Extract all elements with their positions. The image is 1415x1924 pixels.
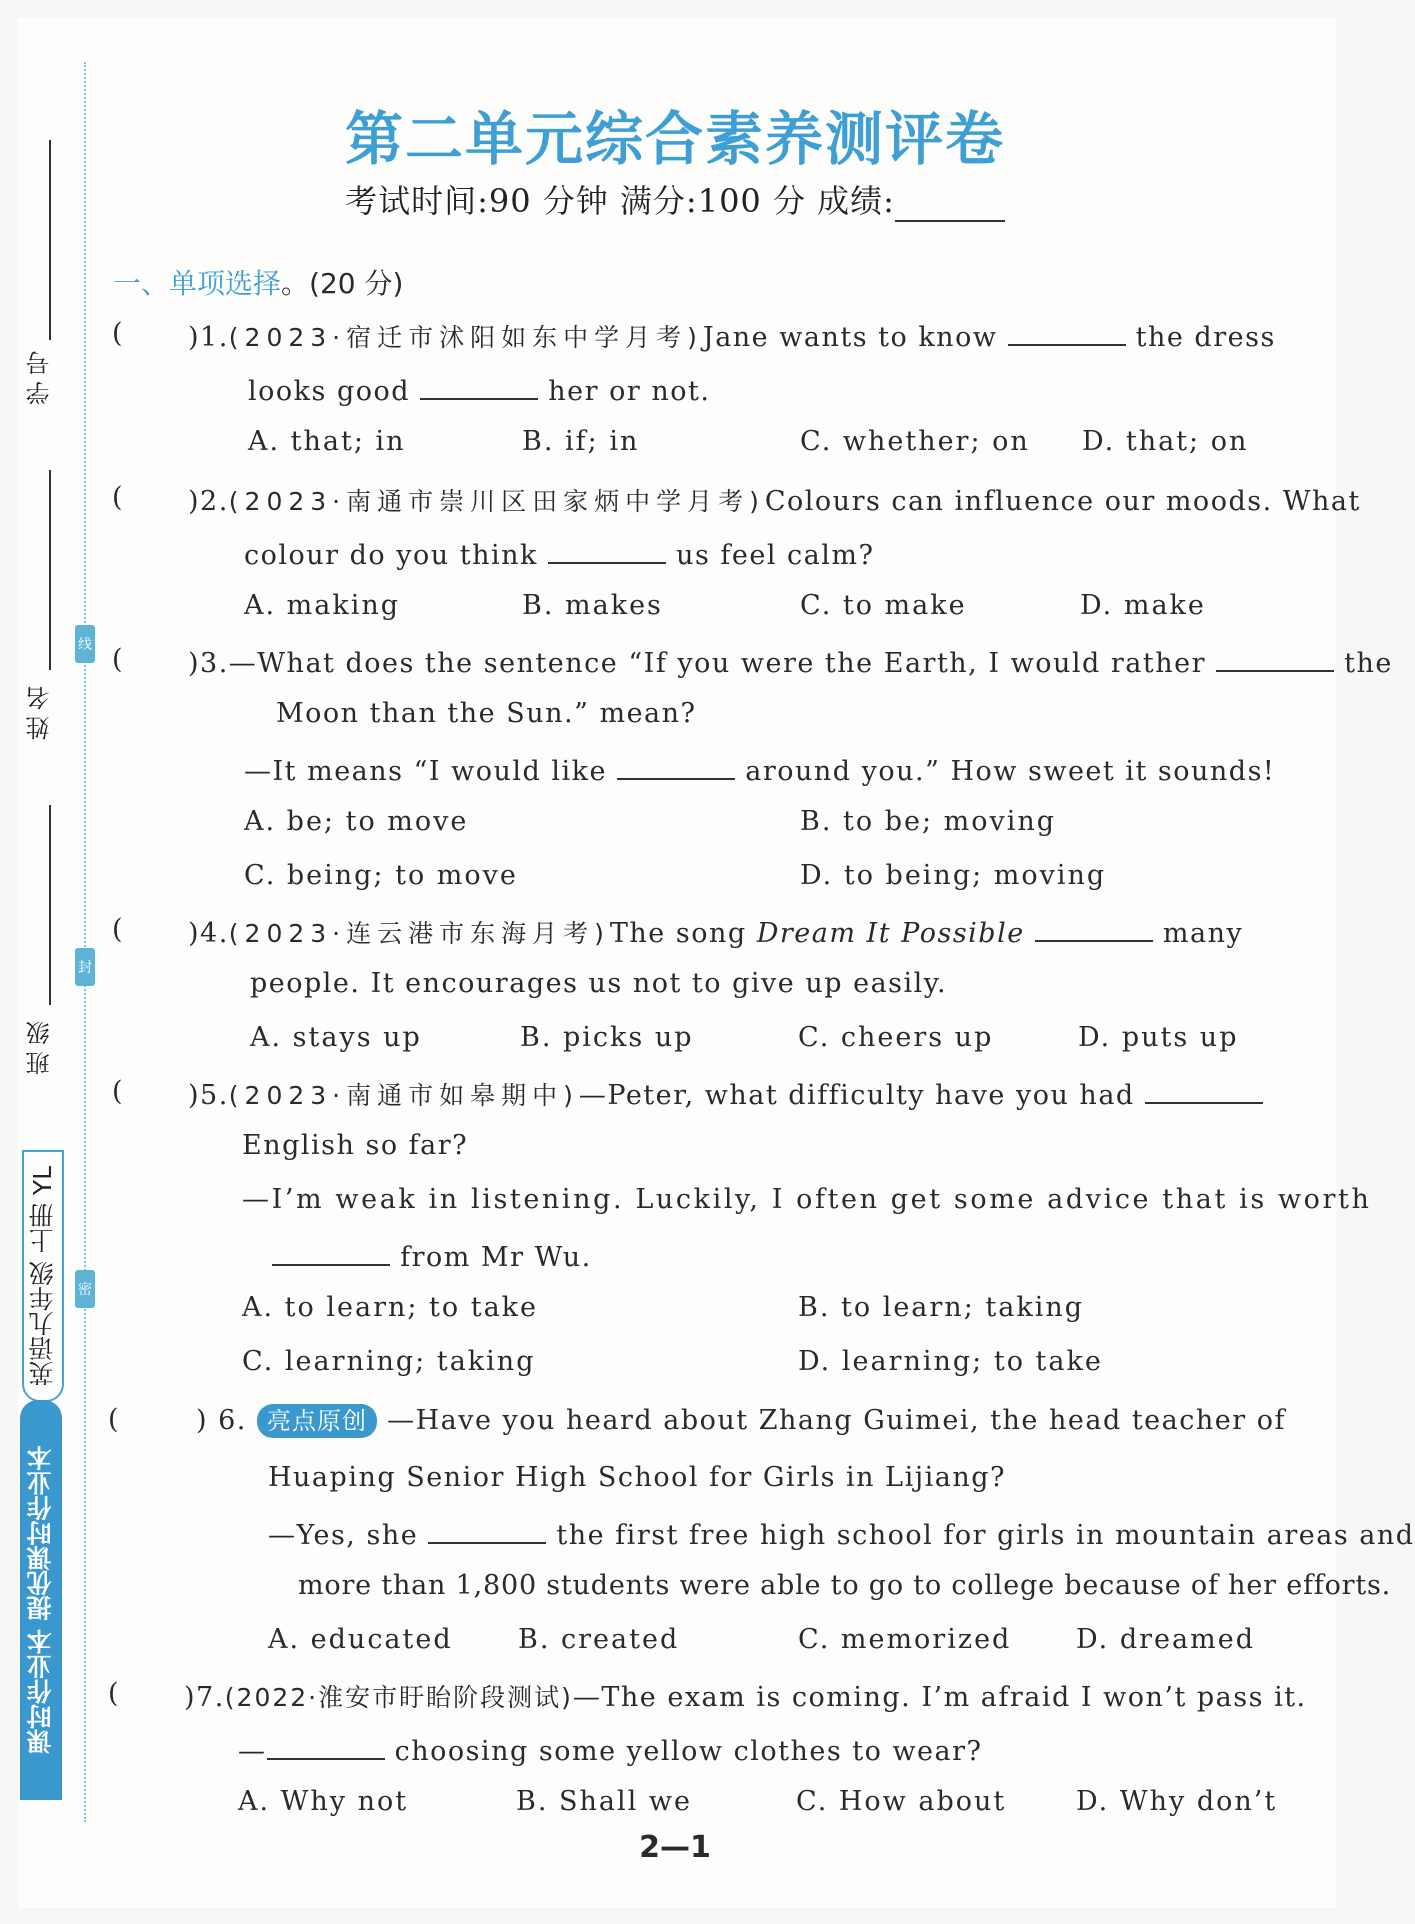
option-d: D. to being; moving	[800, 860, 1107, 891]
question-text: —It means “I would like	[244, 756, 608, 787]
answer-blank	[272, 1238, 390, 1266]
option-c: C. to make	[800, 590, 967, 621]
question-text: the first free high school for girls in mountain areas and	[556, 1520, 1415, 1551]
brand-banner: 课时作业本 提优课时作业本	[20, 1400, 62, 1800]
page-number: 2—1	[639, 1830, 711, 1865]
section-title: 单项选择	[169, 267, 282, 300]
option-b: B. Shall we	[516, 1786, 692, 1817]
question-source: (2023·南通市崇川区田家炳中学月考)	[228, 487, 765, 516]
option-d: D. make	[1080, 590, 1206, 621]
option-b: B. makes	[522, 590, 663, 621]
question-text: colour do you think	[244, 540, 538, 571]
option-c: C. whether; on	[800, 426, 1030, 457]
question-number: )7.	[184, 1682, 225, 1713]
exam-info	[0, 176, 1350, 222]
answer-paren: (	[112, 318, 123, 349]
question-6-line-3	[268, 1516, 1415, 1551]
answer-paren: (	[108, 1404, 119, 1435]
dotted-cut-line	[84, 62, 86, 1822]
option-b: B. to be; moving	[800, 806, 1057, 837]
answer-blank	[1145, 1076, 1263, 1104]
question-text: from Mr Wu.	[400, 1242, 592, 1273]
option-a: A. educated	[268, 1624, 453, 1655]
question-source: (2023·宿迁市沭阳如东中学月考)	[228, 323, 703, 352]
question-3-line-3	[244, 752, 1275, 787]
question-text: the	[1344, 648, 1393, 679]
option-a: A. making	[244, 590, 401, 621]
question-text: —What does the sentence “If you were the Earth, I would rather	[228, 648, 1206, 679]
question-number: )4.	[188, 918, 229, 949]
question-2-line-2	[244, 536, 875, 571]
question-text: the dress	[1135, 322, 1276, 353]
section-heading	[113, 262, 403, 302]
question-text: —The exam is coming. I’m afraid I won’t pass it.	[572, 1682, 1307, 1713]
option-d: D. dreamed	[1076, 1624, 1255, 1655]
answer-blank	[617, 752, 735, 780]
question-text: —	[238, 1736, 267, 1767]
question-1-line-1	[188, 318, 1276, 354]
question-text: choosing some yellow clothes to wear?	[394, 1736, 983, 1767]
question-3-line-1	[188, 644, 1393, 679]
question-text: us feel calm?	[676, 540, 875, 571]
option-b: B. picks up	[520, 1022, 694, 1053]
answer-paren: (	[112, 644, 123, 675]
question-7-line-2	[238, 1732, 983, 1767]
name-label: 姓名	[26, 680, 54, 740]
question-text: many	[1162, 918, 1244, 949]
answer-blank	[1008, 318, 1126, 346]
question-number: ) 6.	[196, 1405, 247, 1436]
option-d: D. that; on	[1082, 426, 1249, 457]
song-title: Dream It Possible	[756, 918, 1025, 949]
answer-blank	[548, 536, 666, 564]
option-c: C. learning; taking	[242, 1346, 536, 1377]
option-a: A. that; in	[248, 426, 406, 457]
question-source: (2022·淮安市盱眙阶段测试)	[224, 1683, 573, 1712]
option-c: C. How about	[796, 1786, 1007, 1817]
option-a: A. to learn; to take	[242, 1292, 539, 1323]
question-2-line-1	[188, 482, 1361, 518]
question-3-line-2: Moon than the Sun.” mean?	[276, 698, 697, 729]
answer-blank	[428, 1516, 546, 1544]
question-5-line-1	[188, 1076, 1263, 1112]
question-text: —Yes, she	[268, 1520, 419, 1551]
question-6-line-4: more than 1,800 students were able to go to college because of her efforts.	[298, 1570, 1392, 1601]
original-badge: 亮点原创	[257, 1404, 377, 1438]
section-score: 。(20 分)	[281, 267, 404, 300]
option-a: A. stays up	[250, 1022, 422, 1053]
option-d: D. puts up	[1078, 1022, 1239, 1053]
exam-title: 第二单元综合素养测评卷	[344, 105, 1005, 173]
option-b: B. to learn; taking	[798, 1292, 1084, 1323]
option-d: D. Why don’t	[1076, 1786, 1278, 1817]
question-number: )2.	[188, 486, 229, 517]
answer-blank	[1035, 914, 1153, 942]
question-6-line-1	[196, 1404, 1286, 1438]
question-number: )1.	[188, 322, 229, 353]
question-number: )3.	[188, 648, 229, 679]
question-text: around you.” How sweet it sounds!	[745, 756, 1276, 787]
option-c: C. cheers up	[798, 1022, 994, 1053]
score-blank	[895, 190, 1005, 222]
cut-mark-line: 线	[75, 625, 95, 663]
answer-paren: (	[112, 1076, 123, 1107]
option-a: A. Why not	[238, 1786, 409, 1817]
question-4-line-1	[188, 914, 1243, 950]
option-b: B. created	[518, 1624, 680, 1655]
question-text: —Peter, what difficulty have you had	[578, 1080, 1135, 1111]
question-text: her or not.	[548, 376, 711, 407]
question-5-line-4	[272, 1238, 592, 1273]
option-a: A. be; to move	[244, 806, 469, 837]
class-line	[49, 805, 51, 1005]
question-number: )5.	[188, 1080, 229, 1111]
exam-info-text: 考试时间:90 分钟 满分:100 分 成绩:	[345, 182, 895, 220]
cut-mark-seal: 封	[75, 948, 95, 986]
book-label: 英语九年级 上册 YL	[22, 1150, 64, 1402]
question-7-line-1	[184, 1678, 1307, 1714]
question-text: Jane wants to know	[702, 322, 998, 353]
question-4-line-2: people. It encourages us not to give up easily.	[250, 968, 948, 999]
question-text: looks good	[248, 376, 411, 407]
option-c: C. memorized	[798, 1624, 1012, 1655]
answer-blank	[420, 372, 538, 400]
name-line	[49, 470, 51, 670]
student-id-label: 学号	[26, 345, 54, 405]
option-d: D. learning; to take	[798, 1346, 1103, 1377]
question-text: Colours can influence our moods. What	[764, 486, 1361, 517]
answer-blank	[1216, 644, 1334, 672]
question-source: (2023·南通市如皋期中)	[228, 1081, 579, 1110]
question-6-line-2: Huaping Senior High School for Girls in Lijiang?	[268, 1462, 1006, 1493]
answer-paren: (	[108, 1678, 119, 1709]
cut-mark-secret: 密	[75, 1270, 95, 1308]
answer-paren: (	[112, 914, 123, 945]
question-5-line-2: English so far?	[242, 1130, 469, 1161]
question-5-line-3: —I’m weak in listening. Luckily, I often get some advice that is worth	[242, 1184, 1372, 1215]
answer-blank	[267, 1732, 385, 1760]
question-text: The song	[609, 918, 747, 949]
section-number: 一、	[113, 267, 170, 300]
answer-paren: (	[112, 482, 123, 513]
option-c: C. being; to move	[244, 860, 518, 891]
question-1-line-2	[248, 372, 710, 407]
question-text: —Have you heard about Zhang Guimei, the head teacher of	[387, 1405, 1286, 1436]
question-source: (2023·连云港市东海月考)	[228, 919, 610, 948]
class-label: 班级	[26, 1015, 54, 1075]
option-b: B. if; in	[522, 426, 640, 457]
